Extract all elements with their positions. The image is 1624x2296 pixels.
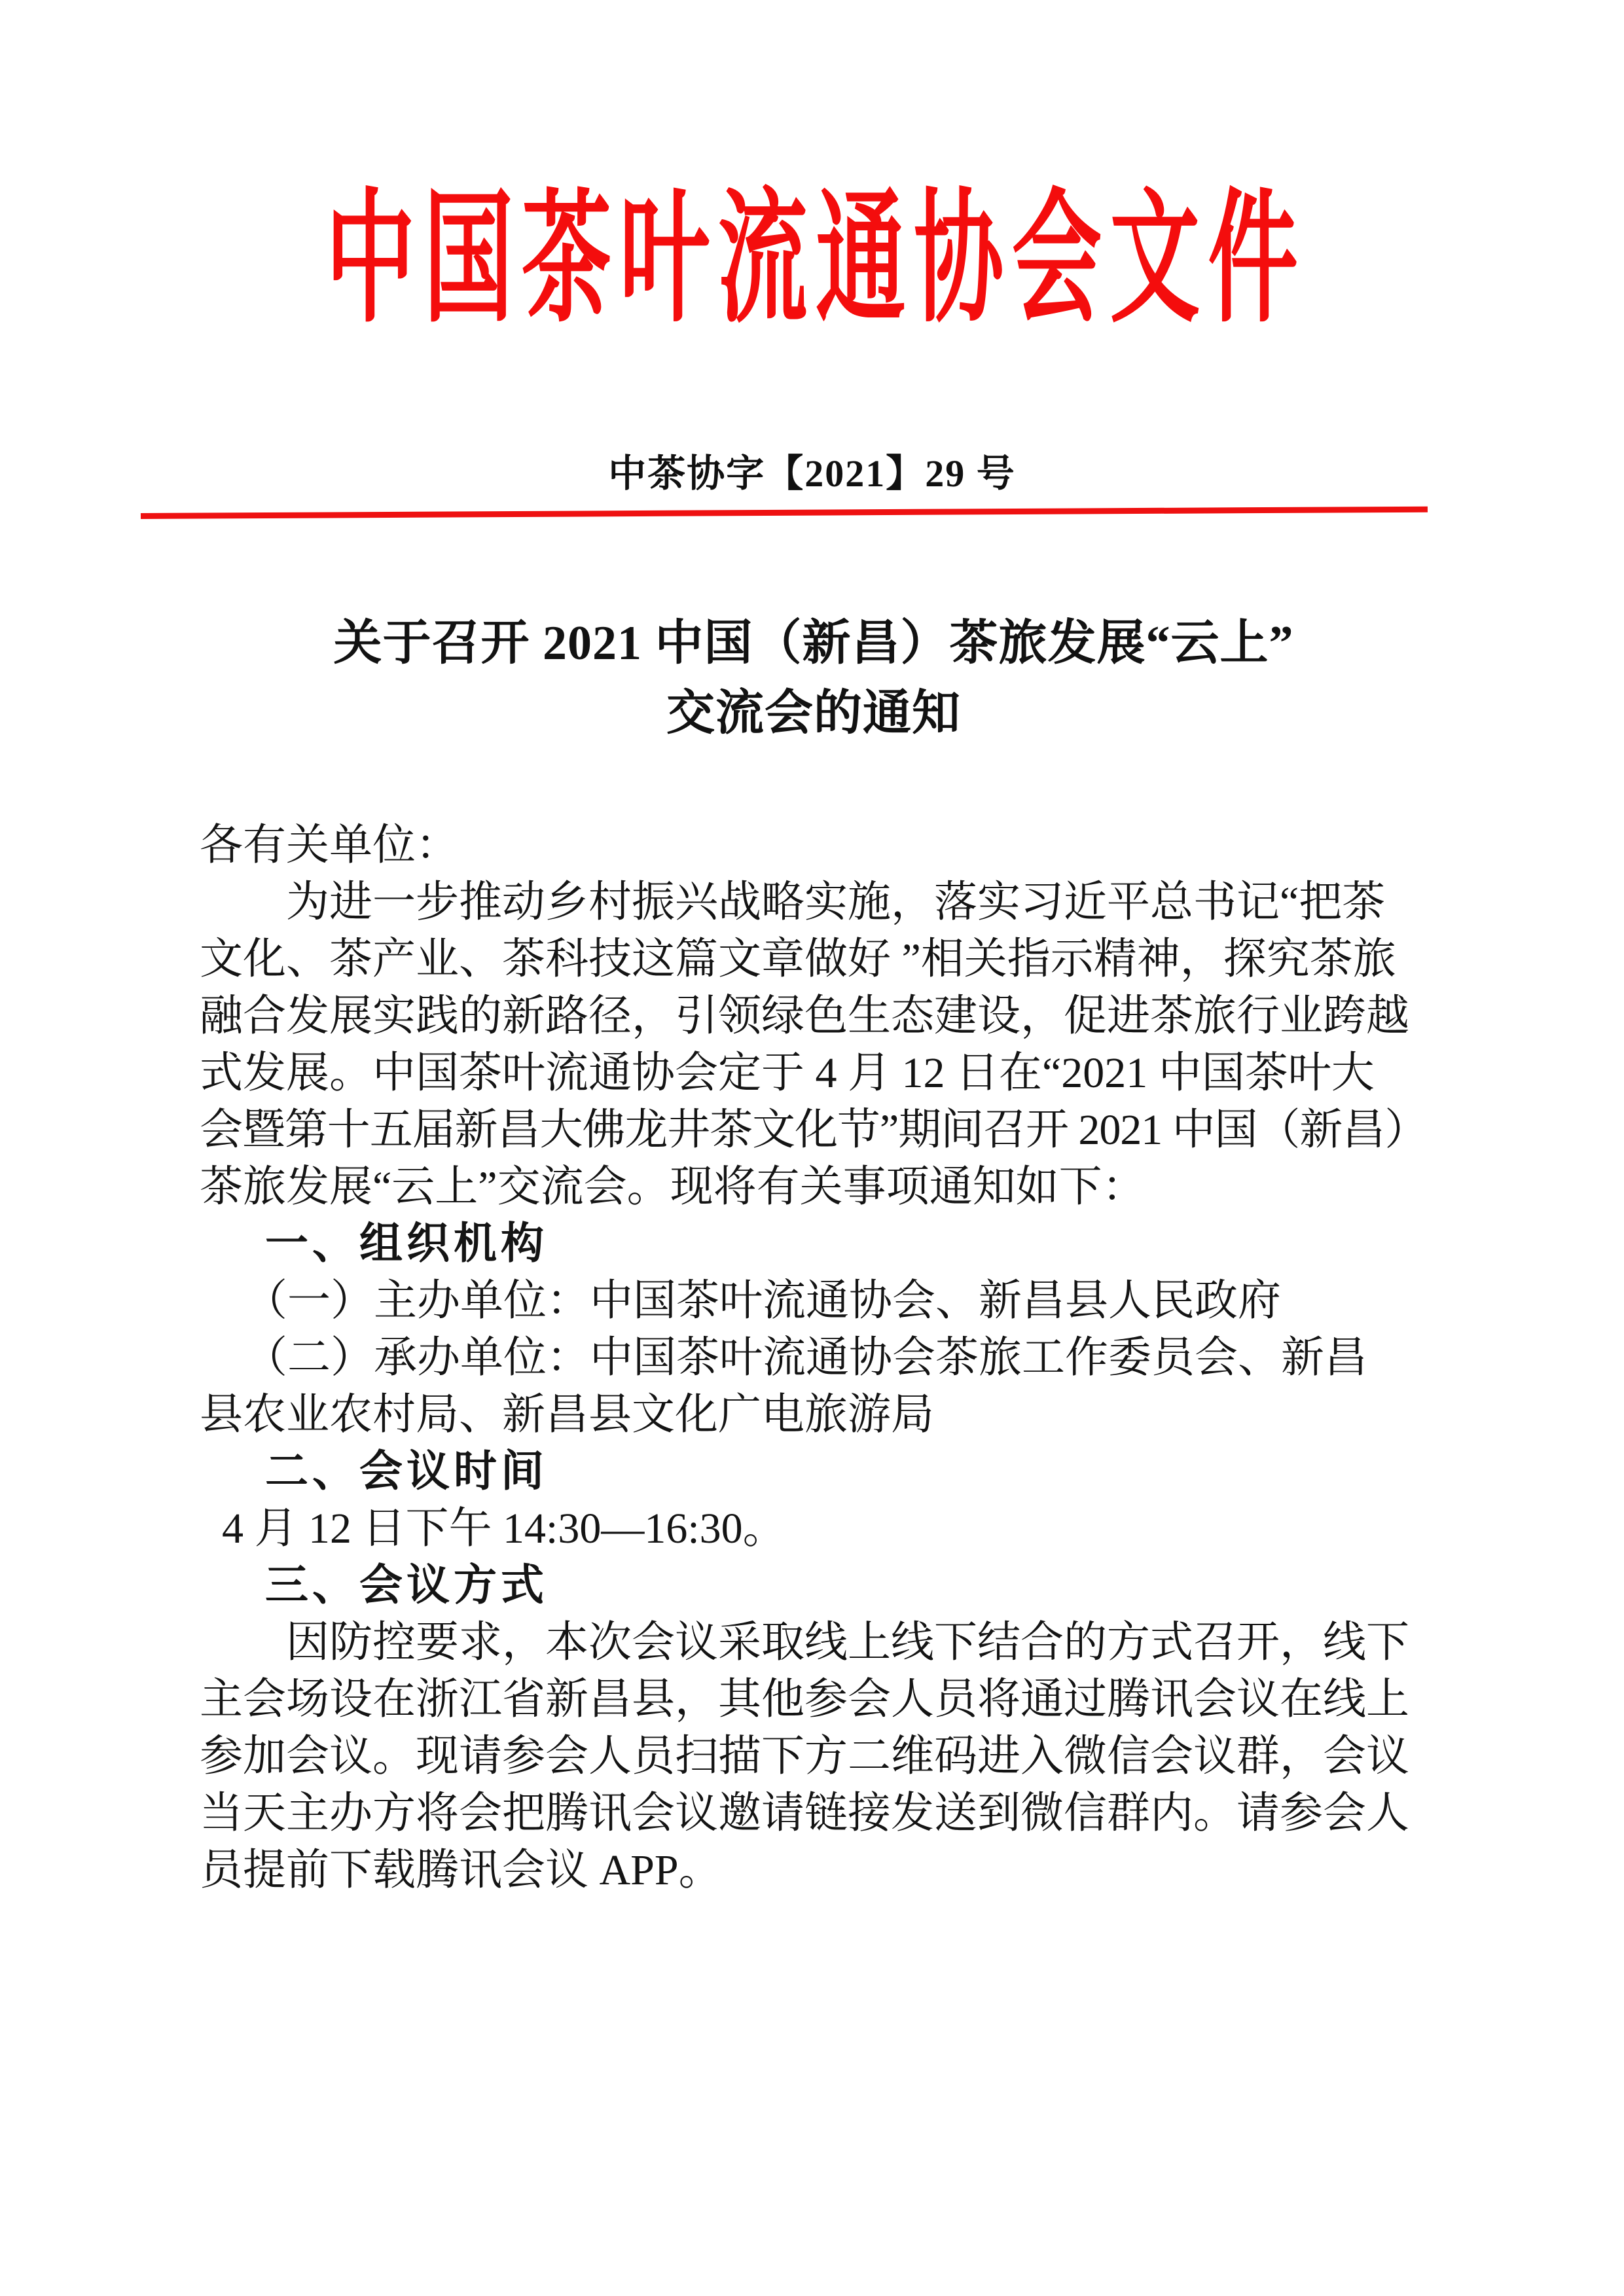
section-heading-3: 三、会议方式	[265, 1562, 548, 1609]
paragraph1-line-6: 茶旅发展“云上”交流会。现将有关事项通知如下：	[200, 1163, 1146, 1211]
salutation: 各有关单位：	[200, 821, 459, 869]
section-heading-2: 二、会议时间	[265, 1448, 548, 1496]
red-separator-rule	[141, 507, 1428, 519]
paragraph1-line-2: 文化、茶产业、茶科技这篇文章做好 ”相关指示精神，探究茶旅	[200, 935, 1396, 983]
section3-line-3: 参加会议。现请参会人员扫描下方二维码进入微信会议群，会议	[200, 1732, 1409, 1780]
section1-item-1: （一）主办单位：中国茶叶流通协会、新昌县人民政府	[244, 1277, 1281, 1325]
section1-item-2-line-2: 县农业农村局、新昌县文化广电旅游局	[200, 1391, 934, 1439]
page-title-line-2: 交流会的通知	[666, 686, 961, 740]
paragraph1-line-5: 会暨第十五届新昌大佛龙井茶文化节”期间召开 2021 中国（新昌）	[200, 1106, 1428, 1154]
organization-banner-title: 中国茶叶流通协会文件	[325, 180, 1307, 340]
section3-line-5: 员提前下载腾讯会议 APP。	[200, 1846, 722, 1894]
document-body	[200, 817, 1428, 1899]
section3-line-1: 因防控要求，本次会议采取线上线下结合的方式召开，线下	[286, 1619, 1409, 1666]
paragraph1-line-1: 为进一步推动乡村振兴战略实施，落实习近平总书记“把茶	[286, 878, 1386, 926]
page-title-line-1: 关于召开 2021 中国（新昌）茶旅发展“云上”	[333, 617, 1294, 670]
document-number: 中茶协字【2021】29 号	[608, 452, 1016, 495]
page-title	[200, 609, 1428, 748]
section1-item-2-line-1: （二）承办单位：中国茶叶流通协会茶旅工作委员会、新昌	[244, 1334, 1367, 1382]
section3-line-4: 当天主办方将会把腾讯会议邀请链接发送到微信群内。请参会人	[200, 1789, 1409, 1837]
masthead	[0, 180, 1624, 340]
paragraph1-line-4: 式发展。中国茶叶流通协会定于 4 月 12 日在“2021 中国茶叶大	[200, 1049, 1375, 1097]
paragraph1-line-3: 融合发展实践的新路径，引领绿色生态建设，促进茶旅行业跨越	[200, 992, 1409, 1040]
section-heading-1: 一、组织机构	[265, 1220, 548, 1268]
section2-content: 4 月 12 日下午 14:30—16:30。	[222, 1505, 786, 1552]
section3-line-2: 主会场设在浙江省新昌县，其他参会人员将通过腾讯会议在线上	[200, 1676, 1409, 1723]
